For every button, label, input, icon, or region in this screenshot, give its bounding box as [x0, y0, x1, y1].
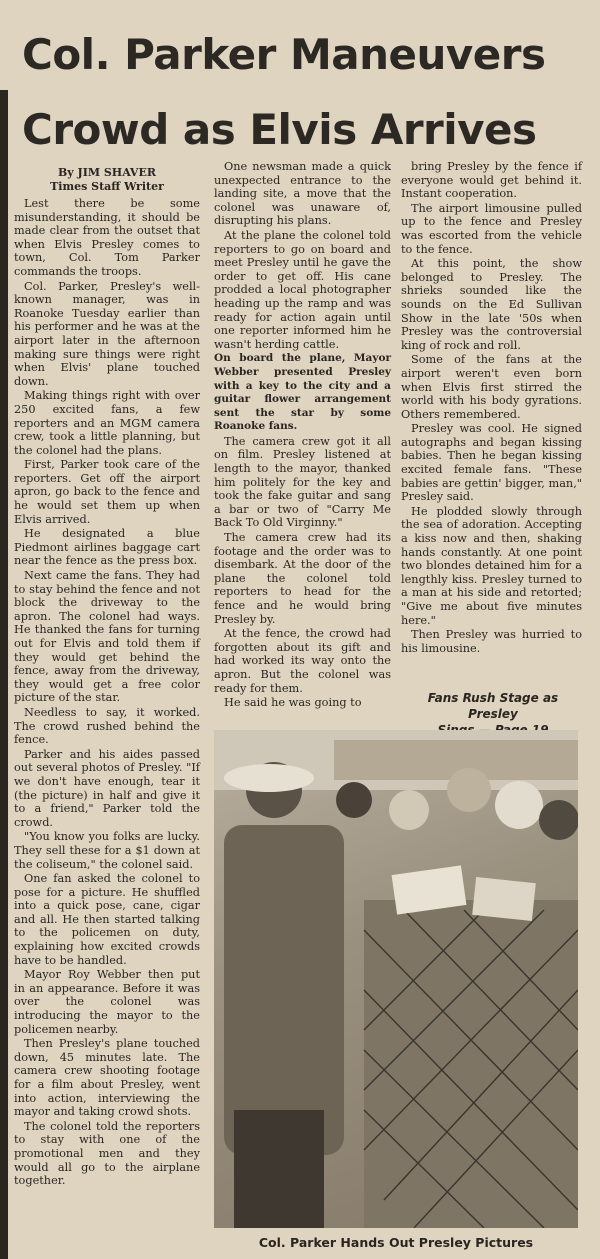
article-paragraph: Presley was cool. He signed autographs and began kissing babies. Then he began kissing excited female fans. "These babies are gettin' bigger, man," Presley said.	[401, 422, 582, 504]
photo-caption: Col. Parker Hands Out Presley Pictures	[258, 1235, 534, 1250]
article-paragraph: Making things right with over 250 excited fans, a few reporters and an MGM camera crew, took a little planning, but the colonel had the plans.	[14, 389, 200, 457]
article-paragraph: First, Parker took care of the reporters. Get off the airport apron, go back to the fence and he would set them up when Elvis arrived.	[14, 458, 200, 526]
byline-role: Times Staff Writer	[50, 180, 164, 193]
column-2-paragraphs	[214, 160, 391, 710]
headline-line-1: Col. Parker Maneuvers	[22, 30, 546, 79]
byline-author: By JIM SHAVER	[57, 166, 156, 179]
scan-edge	[0, 90, 8, 1259]
article-paragraph: The colonel told the reporters to stay with one of the promotional men and they would all go to the airplane together.	[14, 1119, 200, 1188]
article-paragraph: The airport limousine pulled up to the fence and Presley was escorted from the vehicle to the fence.	[401, 201, 582, 256]
article-paragraph: Then Presley's plane touched down, 45 minutes late. The camera crew shooting footage for a film about Presley, went into action, interviewing the mayor and taking crowd shots.	[14, 1037, 200, 1119]
article-paragraph: Some of the fans at the airport weren't even born when Elvis first stirred the world with his body gyrations. Others remembered.	[401, 353, 582, 421]
headline-line-2: Crowd as Elvis Arrives	[22, 104, 537, 154]
article-paragraph: At this point, the show belonged to Presley. The shrieks sounded like the sounds on the Ed Sullivan Show in the late '50s when Presley was the controversial king of rock and roll.	[401, 257, 582, 352]
article-paragraph: At the plane the colonel told reporters to go on board and meet Presley until he gave the order to get off. His cane prodded a local photographer heading up the ramp and was ready for action again until one reporter informed him he wasn't herding cattle.	[214, 228, 391, 351]
article-paragraph: The camera crew had its footage and the order was to disembark. At the door of the plane the colonel told reporters to head for the fence and he would bring Presley by.	[214, 531, 391, 626]
article-paragraph: Parker and his aides passed out several photos of Presley. "If we don't have enough, tear it (the picture) in half and give it to a friend," Parker told the crowd.	[14, 747, 200, 829]
article-paragraph: Col. Parker, Presley's well-known manager, was in Roanoke Tuesday earlier than his performer and he was at the airport later in the afternoon making sure things were right when Elvis' plane touched down.	[14, 279, 200, 388]
article-column-1	[14, 160, 200, 1189]
article-column-3	[401, 160, 582, 656]
article-paragraph: "You know you folks are lucky. They sell these for a $1 down at the coliseum," the colonel said.	[14, 830, 200, 871]
news-photo	[214, 730, 578, 1228]
headline	[22, 18, 582, 168]
article-paragraph: He designated a blue Piedmont airlines baggage cart near the fence as the press box.	[14, 527, 200, 568]
article-paragraph: Lest there be some misunderstanding, it should be made clear from the outset that when Elvis Presley comes to town, Col. Tom Parker commands the troops.	[14, 197, 200, 278]
article-paragraph: One fan asked the colonel to pose for a picture. He shuffled into a quick pose, cane, cigar and all. He then started talking to the policemen on duty, explaining how excited crowds have to be handled.	[14, 872, 200, 967]
page-reference-line-1: Fans Rush Stage as Presley	[427, 691, 559, 721]
byline	[14, 166, 200, 194]
article-paragraph: Next came the fans. They had to stay behind the fence and not block the driveway to the apron. The colonel had ways. He thanked the fans for turning out for Elvis and told them if they would get behind the fence, away from the driveway, they would get a free color picture of the star.	[14, 569, 200, 705]
article-paragraph: He plodded slowly through the sea of adoration. Accepting a kiss now and then, shaking hands constantly. At one point two blondes detained him for a lengthly kiss. Presley turned to a man at his side and retorted; "Give me about five minutes here."	[401, 504, 582, 627]
article-paragraph: The camera crew got it all on film. Presley listened at length to the mayor, thanked him politely for the key and took the fake guitar and sang a bar or two of "Carry Me Back To Old Virginny."	[214, 434, 391, 530]
column-3-paragraphs	[401, 160, 582, 655]
article-paragraph: Then Presley was hurried to his limousine.	[401, 628, 582, 655]
article-column-2	[214, 160, 391, 711]
article-paragraph: Needless to say, it worked. The crowd rushed behind the fence.	[14, 705, 200, 747]
column-1-paragraphs	[14, 197, 200, 1188]
article-paragraph: One newsman made a quick unexpected entrance to the landing site, a move that the colonel was unaware of, disrupting his plans.	[214, 160, 391, 228]
photo-illustration	[214, 730, 578, 1228]
article-paragraph: On board the plane, Mayor Webber presented Presley with a key to the city and a guitar flower arrangement sent the star by some Roanoke fans.	[214, 352, 391, 433]
article-paragraph: At the fence, the crowd had forgotten about its gift and had worked its way onto the apron. But the colonel was ready for them.	[214, 627, 391, 695]
article-paragraph: Mayor Roy Webber then put in an appearance. Before it was over the colonel was introducing the mayor to the policemen nearby.	[14, 968, 200, 1036]
article-paragraph: bring Presley by the fence if everyone would get behind it. Instant cooperation.	[401, 160, 582, 201]
article-paragraph: He said he was going to	[224, 696, 362, 710]
